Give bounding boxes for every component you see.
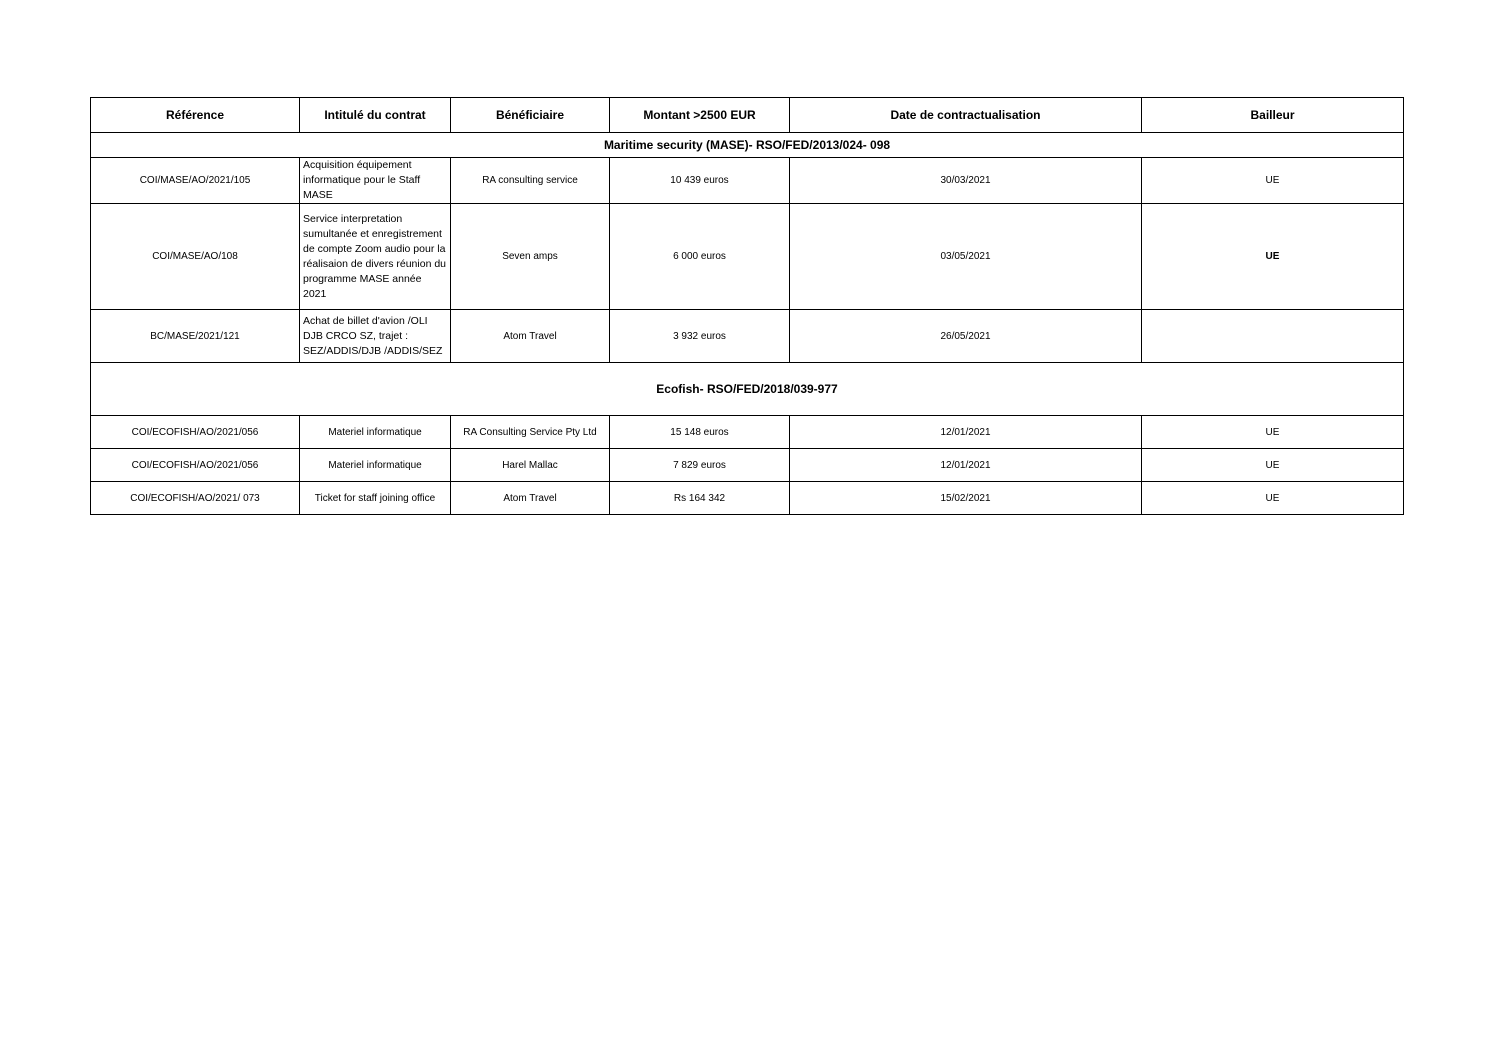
cell-intitule: Acquisition équipement informatique pour le Staff MASE [300,158,451,204]
cell-bailleur: UE [1142,449,1404,482]
section-title: Ecofish- RSO/FED/2018/039-977 [91,363,1404,416]
header-date: Date de contractualisation [790,98,1142,133]
cell-montant: 7 829 euros [610,449,790,482]
cell-bailleur: UE [1142,482,1404,515]
cell-reference: COI/ECOFISH/AO/2021/056 [91,449,300,482]
cell-montant: 6 000 euros [610,204,790,310]
cell-beneficiaire: Atom Travel [451,482,610,515]
cell-beneficiaire: RA Consulting Service Pty Ltd [451,416,610,449]
cell-intitule: Service interpretation sumultanée et enregistrement de compte Zoom audio pour la réalisaion de divers réunion du programme MASE année 2021 [300,204,451,310]
cell-beneficiaire: RA consulting service [451,158,610,204]
cell-beneficiaire: Atom Travel [451,310,610,363]
table-row [91,482,1404,515]
cell-montant: 15 148 euros [610,416,790,449]
cell-bailleur: UE [1142,204,1404,310]
header-reference: Référence [91,98,300,133]
header-intitule: Intitulé du contrat [300,98,451,133]
cell-montant: Rs 164 342 [610,482,790,515]
cell-date: 03/05/2021 [790,204,1142,310]
cell-date: 26/05/2021 [790,310,1142,363]
section-title-row [91,133,1404,158]
cell-reference: COI/MASE/AO/108 [91,204,300,310]
table-header-row [91,98,1404,133]
cell-montant: 3 932 euros [610,310,790,363]
cell-bailleur: UE [1142,158,1404,204]
cell-date: 12/01/2021 [790,449,1142,482]
header-bailleur: Bailleur [1142,98,1404,133]
table-row [91,449,1404,482]
section-title: Maritime security (MASE)- RSO/FED/2013/024- 098 [91,133,1404,158]
cell-date: 30/03/2021 [790,158,1142,204]
contracts-table [90,97,1404,515]
cell-reference: COI/ECOFISH/AO/2021/ 073 [91,482,300,515]
cell-reference: COI/ECOFISH/AO/2021/056 [91,416,300,449]
cell-intitule: Materiel informatique [300,449,451,482]
cell-intitule: Materiel informatique [300,416,451,449]
cell-intitule: Ticket for staff joining office [300,482,451,515]
cell-date: 12/01/2021 [790,416,1142,449]
header-montant: Montant >2500 EUR [610,98,790,133]
section-title-row [91,363,1404,416]
cell-date: 15/02/2021 [790,482,1142,515]
table-row [91,416,1404,449]
cell-bailleur [1142,310,1404,363]
cell-montant: 10 439 euros [610,158,790,204]
cell-beneficiaire: Seven amps [451,204,610,310]
cell-intitule: Achat de billet d'avion /OLI DJB CRCO SZ, trajet : SEZ/ADDIS/DJB /ADDIS/SEZ [300,310,451,363]
table-row [91,204,1404,310]
cell-reference: BC/MASE/2021/121 [91,310,300,363]
cell-beneficiaire: Harel Mallac [451,449,610,482]
header-beneficiaire: Bénéficiaire [451,98,610,133]
table-row [91,310,1404,363]
cell-bailleur: UE [1142,416,1404,449]
cell-reference: COI/MASE/AO/2021/105 [91,158,300,204]
table-row [91,158,1404,204]
